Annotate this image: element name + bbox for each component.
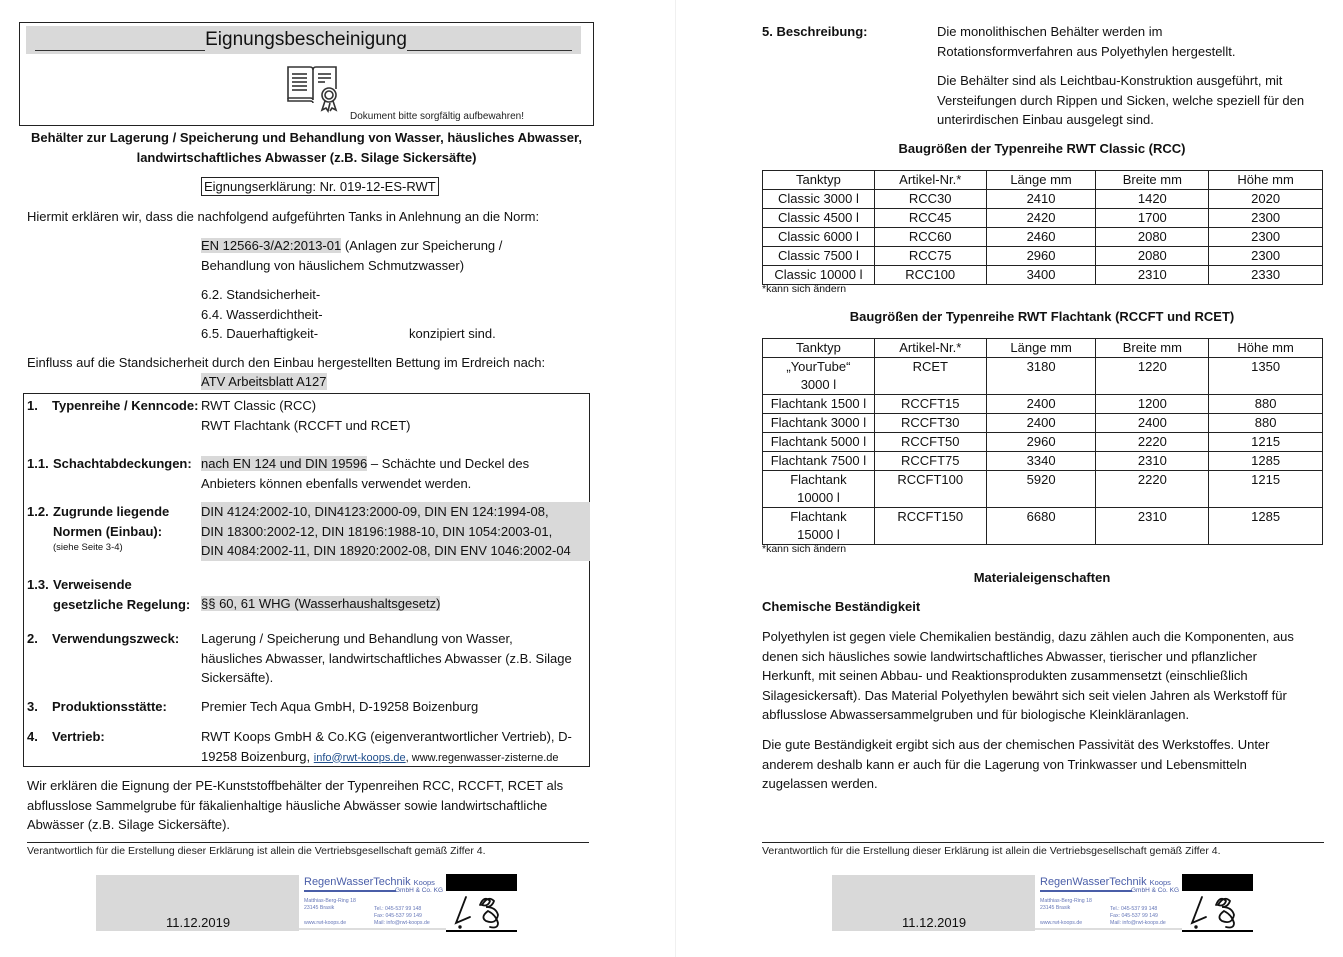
def-num: 4. <box>27 729 38 744</box>
def-num: 1.3. <box>27 577 49 592</box>
def-label-text: gesetzliche Regelung: <box>53 596 191 612</box>
def-label-text: Schachtabdeckungen: <box>53 456 192 471</box>
cell: RCC60 <box>874 228 986 247</box>
signature-area <box>96 874 517 932</box>
stamp-brand-suffix: Koops <box>1149 878 1171 887</box>
stamp-mail: Mail: info@rwt-koops.de <box>374 920 430 926</box>
flachtank-table-title: Baugrößen der Typenreihe RWT Flachtank (RCCFT und RCET) <box>849 309 1235 324</box>
col-artikel: Artikel-Nr.* <box>874 171 986 190</box>
norm-conclusion: konzipiert sind. <box>409 326 496 341</box>
vertrieb-line-1: RWT Koops GmbH & Co.KG (eigenverantwortlicher Vertrieb), D- <box>201 729 572 744</box>
cell: 3400 <box>986 266 1096 285</box>
classic-size-table <box>762 170 1323 285</box>
table-row <box>763 266 1323 285</box>
cell: 2300 <box>1209 228 1323 247</box>
intro-text: Hiermit erklären wir, dass die nachfolgend aufgeführten Tanks in Anlehnung an die Norm: <box>27 209 540 224</box>
paragraph-line: Silagesickersaft). Das Material Polyethylen bewährt sich seit vielen Jahren als Werkstoff für <box>762 687 1287 703</box>
cell: 1215 <box>1209 433 1323 452</box>
cell: RCC75 <box>874 247 986 266</box>
def-value-regelung <box>201 594 586 614</box>
material-section-title: Materialeigenschaften <box>973 570 1111 585</box>
schacht-norm: nach EN 124 und DIN 19596 <box>201 456 368 471</box>
def-label-text: Produktionsstätte: <box>52 699 167 714</box>
cell: 2220 <box>1096 471 1209 508</box>
description-line: Die Behälter sind als Leichtbau-Konstruktion ausgeführt, mit <box>937 73 1283 88</box>
col-laenge: Länge mm <box>986 171 1096 190</box>
vertrieb-city: 19258 Boizenburg, <box>201 748 314 764</box>
stamp-address: Matthias-Berg-Ring 18 <box>1040 898 1092 904</box>
paragraph-line: Die gute Beständigkeit ergibt sich aus der chemischen Passivität des Werkstoffes. Unter <box>762 737 1270 752</box>
table-row <box>763 452 1323 471</box>
cell: 3180 <box>986 358 1096 395</box>
certificate-book-icon <box>285 63 343 113</box>
signature-icon <box>1186 891 1249 930</box>
cell: 5920 <box>986 471 1096 508</box>
title-underline-right <box>407 29 572 51</box>
company-stamp <box>1035 874 1182 930</box>
normen-line: DIN 18300:2002-12, DIN 18196:1988-10, DIN 1054:2003-01, <box>201 523 553 539</box>
subtitle-line-1: Behälter zur Lagerung / Speicherung und Behandlung von Wasser, häusliches Abwasser, <box>31 130 582 145</box>
col-artikel: Artikel-Nr.* <box>874 339 986 358</box>
cell <box>763 358 875 395</box>
normen-line: DIN 4084:2002-11, DIN 18920:2002-08, DIN ENV 1046:2002-04 <box>201 543 571 558</box>
def-value-zweck <box>201 629 586 688</box>
table-row <box>763 471 1323 508</box>
def-num: 1.2. <box>27 504 49 519</box>
responsibility-note: Verantwortlich für die Erstellung dieser Erklärung ist allein die Vertriebsgesellschaft gemäß Ziffer 4. <box>27 845 486 857</box>
cell: 1200 <box>1096 395 1209 414</box>
table-row <box>763 358 1323 395</box>
def-label-text: Verwendungszweck: <box>52 631 180 646</box>
def-value-vertrieb <box>201 727 586 768</box>
cell: 2960 <box>986 247 1096 266</box>
stamp-rule <box>304 890 396 892</box>
cell: 2220 <box>1096 433 1209 452</box>
cell: RCCFT75 <box>874 452 986 471</box>
cell: Flachtank 3000 l <box>763 414 875 433</box>
footer-divider <box>762 842 1324 843</box>
def-label-produktion <box>27 697 167 717</box>
def-value-typenreihe <box>201 396 586 435</box>
cell: 2310 <box>1096 452 1209 471</box>
cell: RCCFT50 <box>874 433 986 452</box>
description-line: Versteifungen durch Rippen und Sicken, welche speziell für den <box>937 92 1305 108</box>
cell: Classic 4500 l <box>763 209 875 228</box>
stamp-brand-name: RegenWasserTechnik <box>1040 876 1147 888</box>
keep-document-note: Dokument bitte sorgfältig aufbewahren! <box>350 111 524 122</box>
norm-item: 6.2. Standsicherheit- <box>201 287 321 302</box>
flachtank-footnote: *kann sich ändern <box>762 543 847 555</box>
signature-box <box>1182 874 1253 932</box>
chemical-resistance-title: Chemische Beständigkeit <box>762 599 921 614</box>
cell: 2410 <box>986 190 1096 209</box>
norm-desc-2: Behandlung von häuslichem Schmutzwasser) <box>201 257 465 273</box>
cell: Flachtank 7500 l <box>763 452 875 471</box>
cell-line: 3000 l <box>800 377 837 392</box>
schacht-rest: – Schächte und Deckel des <box>367 456 530 471</box>
header-box <box>19 22 594 126</box>
paragraph-line: Polyethylen ist gegen viele Chemikalien beständig, dazu zählen auch die Komponenten, aus <box>762 629 1294 644</box>
signature-date: 11.12.2019 <box>166 915 231 930</box>
cell: 1350 <box>1209 358 1323 395</box>
table-row <box>763 433 1323 452</box>
def-label-regelung <box>27 575 190 614</box>
cell: 2310 <box>1096 508 1209 545</box>
cell-line: Flachtank <box>790 509 847 524</box>
signature-box <box>446 874 517 932</box>
chemical-paragraph-2 <box>762 735 1327 794</box>
def-label-text: Verweisende <box>53 577 132 592</box>
norm-desc-1: (Anlagen zur Speicherung / <box>341 238 503 253</box>
stamp-web: www.rwt-koops.de <box>304 920 347 926</box>
stamp-city: 23145 Brasik <box>304 905 335 911</box>
cell: Flachtank 5000 l <box>763 433 875 452</box>
def-label-text: Zugrunde liegende <box>53 504 170 519</box>
def-num: 1. <box>27 398 38 413</box>
table-row <box>763 190 1323 209</box>
description-paragraph-2 <box>937 71 1332 130</box>
cell: RCCFT15 <box>874 395 986 414</box>
document-title-bar <box>26 26 581 54</box>
closing-line: Abwässer (z.B. Silage Sickersäfte). <box>27 817 231 832</box>
col-laenge: Länge mm <box>986 339 1096 358</box>
classic-footnote: *kann sich ändern <box>762 283 847 295</box>
regelung-value: §§ 60, 61 WHG (Wasserhaushaltsgesetz) <box>201 596 441 611</box>
cell: 1420 <box>1096 190 1209 209</box>
separator: , <box>405 751 412 764</box>
redaction-bar <box>446 874 517 891</box>
cell: 2400 <box>1096 414 1209 433</box>
stamp-brand-suffix: Koops <box>413 878 435 887</box>
cell-line: „YourTube“ <box>786 359 851 374</box>
cell: 880 <box>1209 414 1323 433</box>
stamp-fax: Fax: 045-537 99 149 <box>374 913 422 919</box>
closing-statement <box>27 776 563 835</box>
paragraph-line: anderem deshalb kann er auch für die Lagerung von Trinkwasser und Lebensmitteln <box>762 756 1247 772</box>
cell: 1220 <box>1096 358 1209 395</box>
norm-item: 6.4. Wasserdichtheit- <box>201 306 323 322</box>
stamp-rule <box>1040 890 1132 892</box>
cell: 2460 <box>986 228 1096 247</box>
norm-items <box>201 285 323 344</box>
cell-line: 10000 l <box>797 490 840 505</box>
classic-table-title: Baugrößen der Typenreihe RWT Classic (RCC) <box>898 141 1186 156</box>
date-field <box>832 875 1035 931</box>
cell: 6680 <box>986 508 1096 545</box>
def-label-text: Vertrieb: <box>52 729 105 744</box>
cell: RCC45 <box>874 209 986 228</box>
def-num: 3. <box>27 699 38 714</box>
paragraph-line: zugelassen werden. <box>762 776 878 791</box>
def-value-normen <box>201 502 590 561</box>
cell: 2400 <box>986 414 1096 433</box>
page-right <box>676 0 1343 957</box>
cell: RCCFT150 <box>874 508 986 545</box>
cell: Classic 6000 l <box>763 228 875 247</box>
def-label-normen <box>27 502 169 555</box>
cell: RCET <box>874 358 986 395</box>
col-breite: Breite mm <box>1096 339 1209 358</box>
influence-reference: ATV Arbeitsblatt A127 <box>201 374 327 389</box>
cell: 1285 <box>1209 452 1323 471</box>
typenreihe-classic: RWT Classic (RCC) <box>201 398 317 413</box>
description-line: Rotationsformverfahren aus Polyethylen hergestellt. <box>937 43 1236 59</box>
cell: 2330 <box>1209 266 1323 285</box>
def-label-vertrieb <box>27 727 105 747</box>
influence-text: Einfluss auf die Standsicherheit durch den Einbau hergestellten Bettung im Erdreich nach: <box>27 355 546 370</box>
stamp-company: GmbH & Co. KG <box>1131 887 1180 894</box>
date-field <box>96 875 299 931</box>
cell: RCCFT100 <box>874 471 986 508</box>
cell: RCC100 <box>874 266 986 285</box>
table-row <box>763 508 1323 545</box>
email-link[interactable]: info@rwt-koops.de <box>313 751 406 764</box>
cell: Classic 7500 l <box>763 247 875 266</box>
col-hoehe: Höhe mm <box>1209 171 1323 190</box>
redaction-bar <box>1182 874 1253 891</box>
stamp-city: 23145 Brasik <box>1040 905 1071 911</box>
chemical-paragraph-1 <box>762 627 1327 725</box>
col-hoehe: Höhe mm <box>1209 339 1323 358</box>
cell: 2400 <box>986 395 1096 414</box>
cell: 880 <box>1209 395 1323 414</box>
document-subtitle <box>19 128 594 168</box>
col-tanktyp: Tanktyp <box>763 339 875 358</box>
closing-line: Wir erklären die Eignung der PE-Kunststoffbehälter der Typenreihen RCC, RCCFT, RCET als <box>27 778 564 793</box>
cell-line: Flachtank <box>790 472 847 487</box>
normen-line: DIN 4124:2002-10, DIN4123:2000-09, DIN EN 124:1994-08, <box>201 504 549 519</box>
table-row <box>763 395 1323 414</box>
cell <box>763 508 875 545</box>
paragraph-line: Herkunft, mit seinen Abbau- und Reaktionsprodukten zusammensetzt (einschließlich <box>762 668 1248 683</box>
flachtank-size-table <box>762 338 1323 545</box>
signature-date: 11.12.2019 <box>902 915 967 930</box>
def-value-produktion: Premier Tech Aqua GmbH, D-19258 Boizenburg <box>201 699 479 714</box>
table-header-row <box>763 339 1323 358</box>
stamp-fax: Fax: 045-537 99 149 <box>1110 913 1158 919</box>
cell: 2960 <box>986 433 1096 452</box>
cell-line: 15000 l <box>797 527 840 542</box>
def-value-schacht <box>201 454 586 493</box>
zweck-line: Sickersäfte). <box>201 670 274 685</box>
norm-reference <box>201 236 502 275</box>
table-row <box>763 228 1323 247</box>
cell: Flachtank 1500 l <box>763 395 875 414</box>
cell: Classic 3000 l <box>763 190 875 209</box>
description-label: 5. Beschreibung: <box>762 24 868 39</box>
def-label-typenreihe <box>27 396 198 416</box>
def-label-schacht <box>27 454 192 474</box>
declaration-number: Eignungserklärung: Nr. 019-12-ES-RWT <box>201 177 439 196</box>
col-breite: Breite mm <box>1096 171 1209 190</box>
company-stamp <box>299 874 446 930</box>
cell: 2080 <box>1096 228 1209 247</box>
schacht-line-2: Anbieters können ebenfalls verwendet werden. <box>201 475 472 491</box>
stamp-web: www.rwt-koops.de <box>1040 920 1083 926</box>
def-label-zweck <box>27 629 179 649</box>
def-num: 1.1. <box>27 456 49 471</box>
cell: 1700 <box>1096 209 1209 228</box>
stamp-tel: Tel.: 045-537 99 148 <box>374 906 422 912</box>
cell: 2300 <box>1209 209 1323 228</box>
cell: 2020 <box>1209 190 1323 209</box>
def-label-note: (siehe Seite 3-4) <box>53 542 123 553</box>
description-line: unterirdischen Einbau ausgelegt sind. <box>937 112 1154 127</box>
stamp-tel: Tel.: 045-537 99 148 <box>1110 906 1158 912</box>
cell: Classic 10000 l <box>763 266 875 285</box>
def-label-text: Normen (Einbau): <box>53 523 163 539</box>
description-line: Die monolithischen Behälter werden im <box>937 24 1163 39</box>
signature-icon <box>450 891 513 930</box>
cell: RCC30 <box>874 190 986 209</box>
closing-line: abflusslose Sammelgrube für fäkalienhaltige häusliche Abwässer sowie landwirtschaftliche <box>27 797 548 813</box>
responsibility-note: Verantwortlich für die Erstellung dieser Erklärung ist allein die Vertriebsgesellschaft gemäß Ziffer 4. <box>762 845 1221 857</box>
cell: 2080 <box>1096 247 1209 266</box>
description-paragraph-1 <box>937 22 1332 61</box>
zweck-line: häusliches Abwasser, landwirtschaftliches Abwasser (z.B. Silage <box>201 650 572 666</box>
stamp-company: GmbH & Co. KG <box>395 887 444 894</box>
cell: 2310 <box>1096 266 1209 285</box>
cell <box>763 471 875 508</box>
footer-divider <box>27 842 589 843</box>
table-row <box>763 247 1323 266</box>
stamp-mail: Mail: info@rwt-koops.de <box>1110 920 1166 926</box>
document-title: Eignungsbescheinigung <box>205 29 407 50</box>
norm-code: EN 12566-3/A2:2013-01 <box>201 238 342 253</box>
cell: RCCFT30 <box>874 414 986 433</box>
typenreihe-flachtank: RWT Flachtank (RCCFT und RCET) <box>201 417 411 433</box>
zweck-line: Lagerung / Speicherung und Behandlung von Wasser, <box>201 631 513 646</box>
def-label-text: Typenreihe / Kenncode: <box>52 398 199 413</box>
cell: 2420 <box>986 209 1096 228</box>
cell: 1215 <box>1209 471 1323 508</box>
table-row <box>763 414 1323 433</box>
stamp-brand-name: RegenWasserTechnik <box>304 876 411 888</box>
stamp-address: Matthias-Berg-Ring 18 <box>304 898 356 904</box>
norm-item: 6.5. Dauerhaftigkeit- <box>201 326 319 341</box>
website-text: www.regenwasser-zisterne.de <box>411 751 559 764</box>
table-row <box>763 209 1323 228</box>
cell: 3340 <box>986 452 1096 471</box>
def-num: 2. <box>27 631 38 646</box>
paragraph-line: denen sich häusliches sowie landwirtschaftliches Abwasser, tierischer und pflanzlicher <box>762 648 1257 664</box>
title-underline-left <box>35 29 205 51</box>
definitions-box <box>23 393 590 767</box>
signature-area <box>832 874 1253 932</box>
paragraph-line: abflusslose Abwassersammelgruben und für biologische Kleinkläranlagen. <box>762 707 1190 722</box>
col-tanktyp: Tanktyp <box>763 171 875 190</box>
cell: 1285 <box>1209 508 1323 545</box>
subtitle-line-2: landwirtschaftliches Abwasser (z.B. Silage Sickersäfte) <box>136 150 477 165</box>
table-header-row <box>763 171 1323 190</box>
cell: 2300 <box>1209 247 1323 266</box>
